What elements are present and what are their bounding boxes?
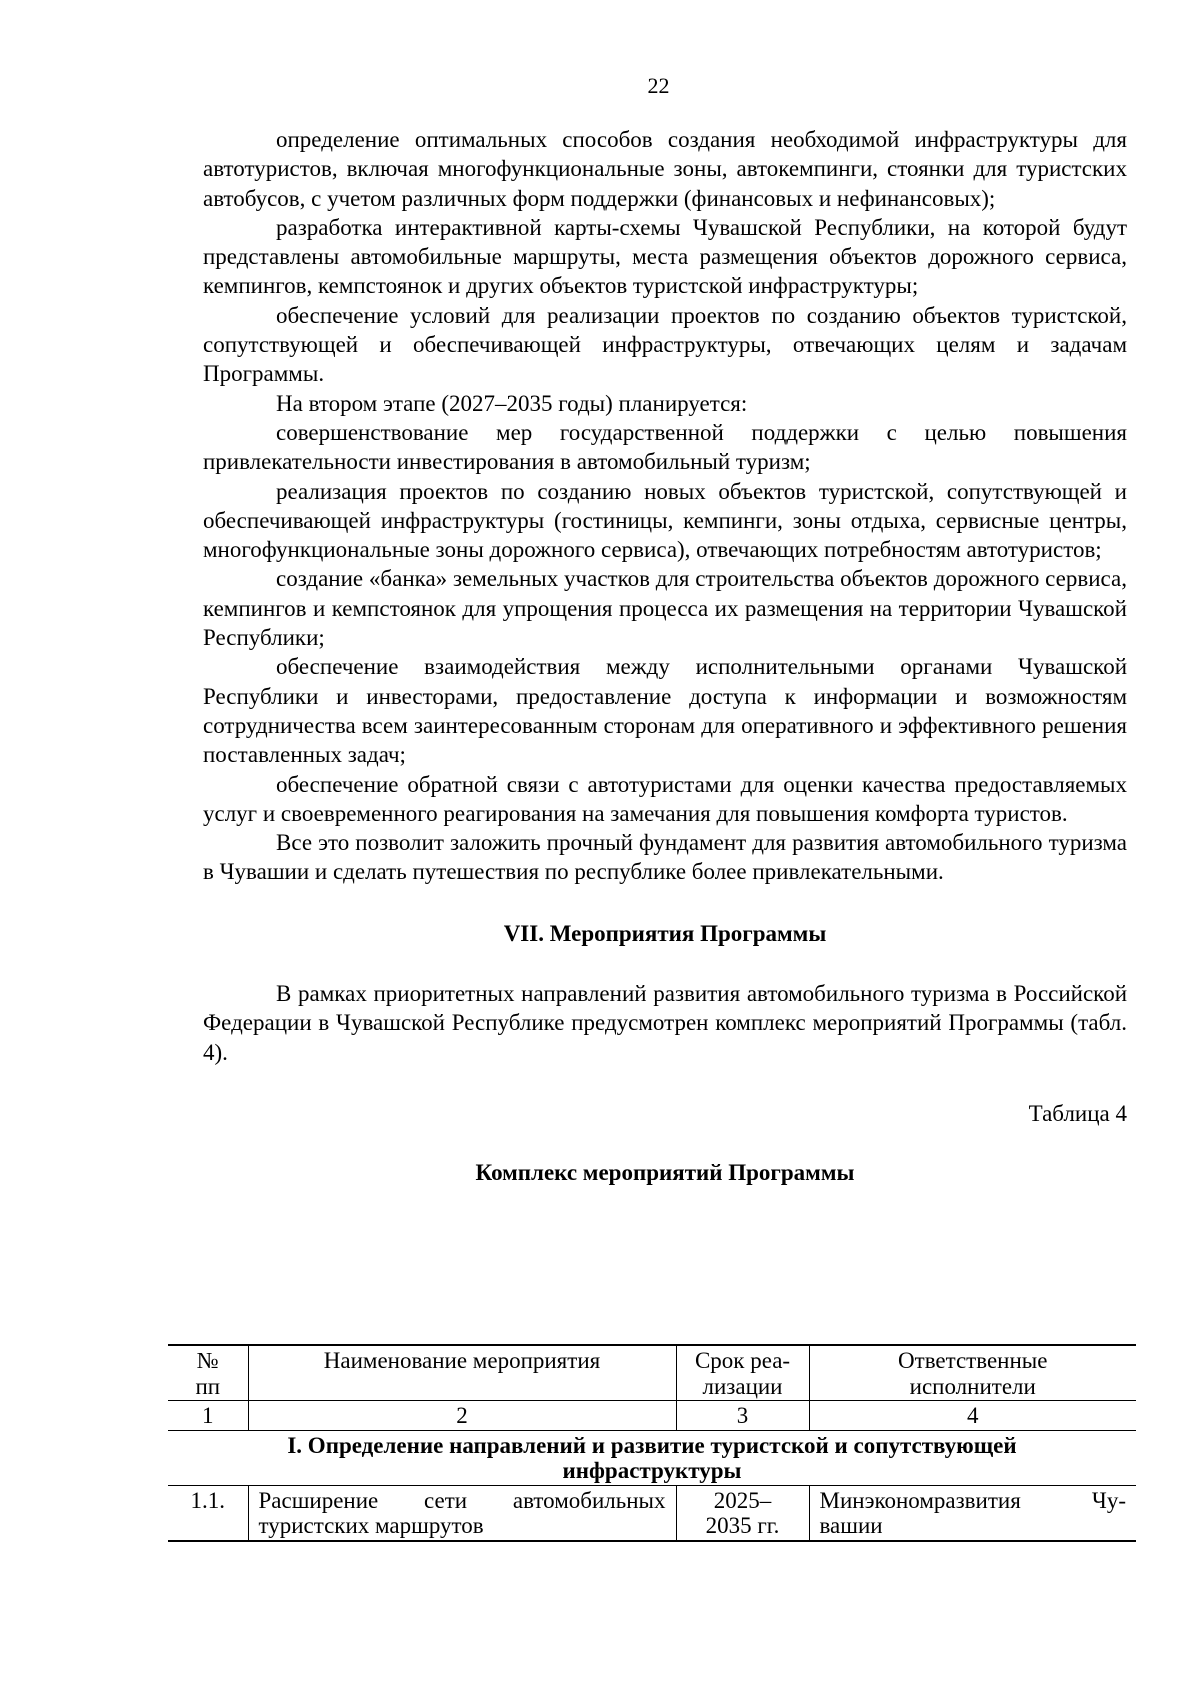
paragraph: обеспечение обратной связи с автотуристами для оценки качества предоставляемых услуг и своевременного реагирования на замечания для повышения комфорта туристов.	[203, 771, 1127, 826]
table-section-title: I. Определение направлений и развитие туристской и сопутствующей инфраструктуры	[168, 1430, 1136, 1485]
paragraph: обеспечение взаимодействия между исполнительными органами Чувашской Республики и инвесторами, предоставление доступа к информации и возможностям сотрудничества всем заинтересованным сторонам для оперативного и эффективного решения поставленных задач;	[203, 654, 1127, 768]
row-num: 1.1.	[168, 1485, 248, 1541]
row-name	[248, 1485, 676, 1541]
column-number-row	[168, 1401, 1136, 1431]
column-number: 4	[809, 1401, 1136, 1431]
paragraph: Все это позволит заложить прочный фундамент для развития автомобильного туризма в Чувашии и сделать путешествия по республике более привлекательными.	[203, 830, 1127, 885]
paragraph: совершенствование мер государственной поддержки с целью повышения привлекательности инвестирования в автомобильный туризм;	[203, 419, 1127, 475]
table-header-row	[168, 1345, 1136, 1401]
row-responsible-line2: вашии	[819, 1513, 883, 1538]
paragraph: реализация проектов по созданию новых объектов туристской, сопутствующей и обеспечивающей инфраструктуры (гостиницы, кемпинги, зоны отдыха, сервисные центры, многофункциональные зоны дорожного сервиса), отвечающих потребностям автотуристов;	[203, 478, 1127, 563]
document-body	[203, 125, 1127, 1188]
section-heading: VII. Мероприятия Программы	[503, 920, 827, 946]
paragraph: создание «банка» земельных участков для строительства объектов дорожного сервиса, кемпингов и кемпстоянок для упрощения процесса их размещения на территории Чувашской Республики;	[203, 566, 1127, 651]
table-title: Комплекс мероприятий Программы	[475, 1160, 855, 1186]
row-responsible-line1: Минэкономразвития Чу-	[819, 1487, 1126, 1513]
row-term-line2: 2035 гг.	[705, 1513, 780, 1538]
header-num-line1: №	[196, 1348, 219, 1373]
header-responsible	[809, 1345, 1136, 1401]
header-term	[676, 1345, 809, 1401]
header-name	[248, 1345, 676, 1401]
header-responsible-line2: исполнители	[909, 1373, 1036, 1399]
column-number: 2	[248, 1401, 676, 1431]
column-number: 3	[676, 1401, 809, 1431]
column-number: 1	[168, 1401, 248, 1431]
row-name-line1: Расширение сети автомобильных	[258, 1487, 666, 1513]
table-row	[168, 1485, 1136, 1541]
header-num	[168, 1345, 248, 1401]
paragraph: разработка интерактивной карты-схемы Чувашской Республики, на которой будут представлены автомобильные маршруты, места размещения объектов дорожного сервиса, кемпингов, кемпстоянок и других объектов туристской инфраструктуры;	[203, 214, 1127, 299]
row-name-line2: туристских маршрутов	[258, 1513, 484, 1538]
paragraph: На втором этапе (2027–2035 годы) планируется:	[276, 390, 748, 416]
header-name-text: Наименование мероприятия	[323, 1348, 601, 1373]
header-term-line1: Срок реа-	[694, 1348, 791, 1373]
header-num-line2: пп	[195, 1373, 221, 1399]
row-term	[676, 1485, 809, 1541]
section-intro-paragraph: В рамках приоритетных направлений развития автомобильного туризма в Российской Федерации в Чувашской Республике предусмотрен комплекс мероприятий Программы (табл. 4).	[203, 981, 1127, 1065]
table-caption: Таблица 4	[1028, 1100, 1127, 1126]
row-responsible	[809, 1485, 1136, 1541]
row-term-line1: 2025–	[713, 1487, 772, 1513]
table-section-row	[168, 1430, 1136, 1485]
header-responsible-line1: Ответственные	[898, 1348, 1048, 1373]
paragraph: определение оптимальных способов создания необходимой инфраструктуры для автотуристов, включая многофункциональные зоны, автокемпинги, стоянки для туристских автобусов, с учетом различных форм поддержки (финансовых и нефинансовых);	[203, 127, 1127, 211]
header-term-line2: лизации	[702, 1373, 783, 1399]
page-number: 22	[647, 73, 670, 98]
measures-table	[168, 1344, 1136, 1542]
paragraph: обеспечение условий для реализации проектов по созданию объектов туристской, сопутствующей и обеспечивающей инфраструктуры, отвечающих целям и задачам Программы.	[203, 302, 1127, 387]
